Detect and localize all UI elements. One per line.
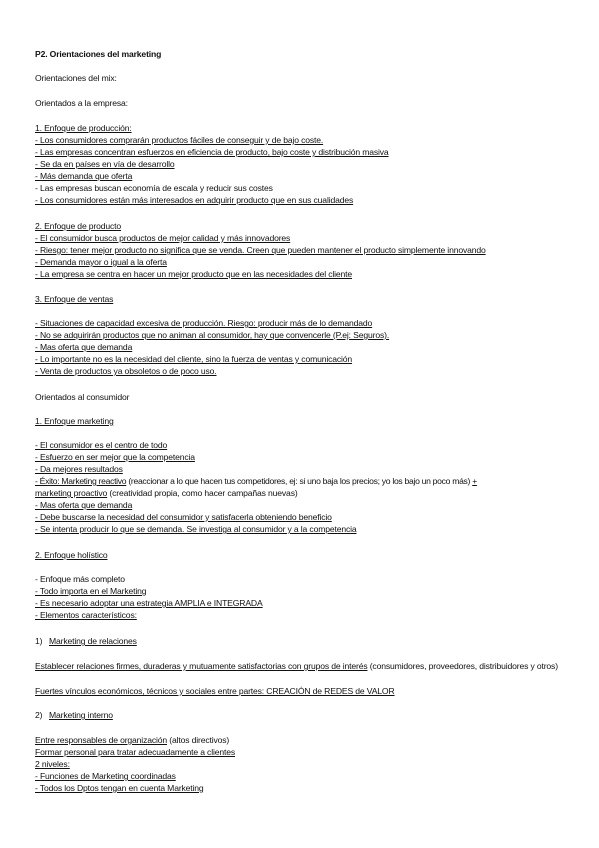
subheading-interno — [35, 710, 570, 722]
relaciones-p1-rest: (consumidores, proveedores, distribuidores y otros) — [367, 661, 558, 671]
list-item: - Demanda mayor o igual a la oferta — [35, 257, 167, 267]
subheading-relaciones — [35, 636, 570, 648]
heading-marketing: 1. Enfoque marketing — [35, 416, 114, 426]
section-label: Orientaciones del mix: — [35, 73, 117, 83]
list-item: Formar personal para tratar adecuadamente a clientes — [35, 747, 235, 757]
list-item: 2 niveles: — [35, 759, 70, 769]
list-item: - Enfoque más completo — [35, 574, 125, 584]
list-item-proactivo — [35, 488, 570, 500]
relaciones-p1-underlined: Establecer relaciones firmes, duraderas y mutuamente satisfactorias con grupos de interés — [35, 661, 368, 671]
heading-holistico: 2. Enfoque holístico — [35, 550, 108, 560]
list-item: - Mas oferta que demanda — [35, 342, 133, 352]
interno-title: Marketing interno — [49, 710, 113, 720]
list-item: - Las empresas concentran esfuerzos en eficiencia de producto, bajo coste y distribución masiva — [35, 147, 389, 157]
item-number: 2) — [35, 710, 43, 720]
list-item: - Los consumidores comprarán productos fáciles de conseguir y de bajo coste. — [35, 135, 324, 145]
exito-plus: + — [472, 476, 477, 486]
list-item: - No se adquirirán productos que no animan al consumidor, hay que convencerle (P.ej: Seguros). — [35, 330, 390, 340]
list-item: - Elementos característicos: — [35, 610, 137, 620]
list-item: - Debe buscarse la necesidad del consumidor y satisfacerla obteniendo beneficio — [35, 512, 332, 522]
relaciones-title: Marketing de relaciones — [49, 636, 137, 646]
list-item: - Situaciones de capacidad excesiva de producción. Riesgo: producir más de lo demandado — [35, 318, 373, 328]
section-label: Orientados a la empresa: — [35, 98, 128, 108]
list-item: - Riesgo: tener mejor producto no significa que se venda. Creen que pueden mantener el producto simplemente innovando — [35, 245, 486, 255]
heading-producto: 2. Enfoque de producto — [35, 221, 122, 231]
list-item: - Todos los Dptos tengan en cuenta Marketing — [35, 783, 204, 793]
list-item: - Venta de productos ya obsoletos o de poco uso. — [35, 366, 217, 376]
list-item: - Todo importa en el Marketing — [35, 586, 147, 596]
list-item: - Es necesario adoptar una estrategia AMPLIA e INTEGRADA — [35, 598, 263, 608]
list-item: - Da mejores resultados — [35, 464, 123, 474]
relaciones-paragraph — [35, 661, 570, 673]
interno-l1-underlined: Entre responsables de organización — [35, 735, 168, 745]
list-item: - El consumidor es el centro de todo — [35, 440, 168, 450]
relaciones-p2: Fuertes vínculos económicos, técnicos y sociales entre partes: CREACIÓN de REDES de VALOR — [35, 686, 395, 696]
heading-produccion: 1. Enfoque de producción: — [35, 123, 132, 133]
list-item: - Mas oferta que demanda — [35, 500, 133, 510]
list-item: - Esfuerzo en ser mejor que la competencia — [35, 452, 195, 462]
interno-l1-rest: (altos directivos) — [167, 735, 230, 745]
proactivo-text: (creatividad propia, como hacer campañas nuevas) — [107, 488, 298, 498]
list-item: - Funciones de Marketing coordinadas — [35, 771, 176, 781]
list-item: - Los consumidores están más interesados en adquirir producto que en sus cualidades — [35, 195, 354, 205]
list-item: - El consumidor busca productos de mejor calidad y más innovadores — [35, 233, 291, 243]
list-item: - Se da en países en vía de desarrollo — [35, 159, 175, 169]
exito-lead: - Éxito: Marketing reactivo — [35, 476, 127, 486]
document-title: P2. Orientaciones del marketing — [35, 49, 162, 59]
list-item-exito — [35, 476, 570, 488]
list-item: - La empresa se centra en hacer un mejor producto que en las necesidades del cliente — [35, 269, 353, 279]
exito-text: (reaccionar a lo que hacen tus competidores, ej: si uno baja los precios; yo los bajo un poco más) — [126, 476, 473, 486]
proactivo-label: marketing proactivo — [35, 488, 108, 498]
item-number: 1) — [35, 636, 43, 646]
list-item: - Las empresas buscan economía de escala y reducir sus costes — [35, 183, 273, 193]
heading-ventas: 3. Enfoque de ventas — [35, 294, 114, 304]
interno-line — [35, 735, 570, 747]
list-item: - Se intenta producir lo que se demanda. Se investiga al consumidor y a la competencia — [35, 524, 357, 534]
list-item: - Lo importante no es la necesidad del cliente, sino la fuerza de ventas y comunicación — [35, 354, 353, 364]
list-item: - Más demanda que oferta — [35, 171, 133, 181]
section-label: Orientados al consumidor — [35, 392, 130, 402]
